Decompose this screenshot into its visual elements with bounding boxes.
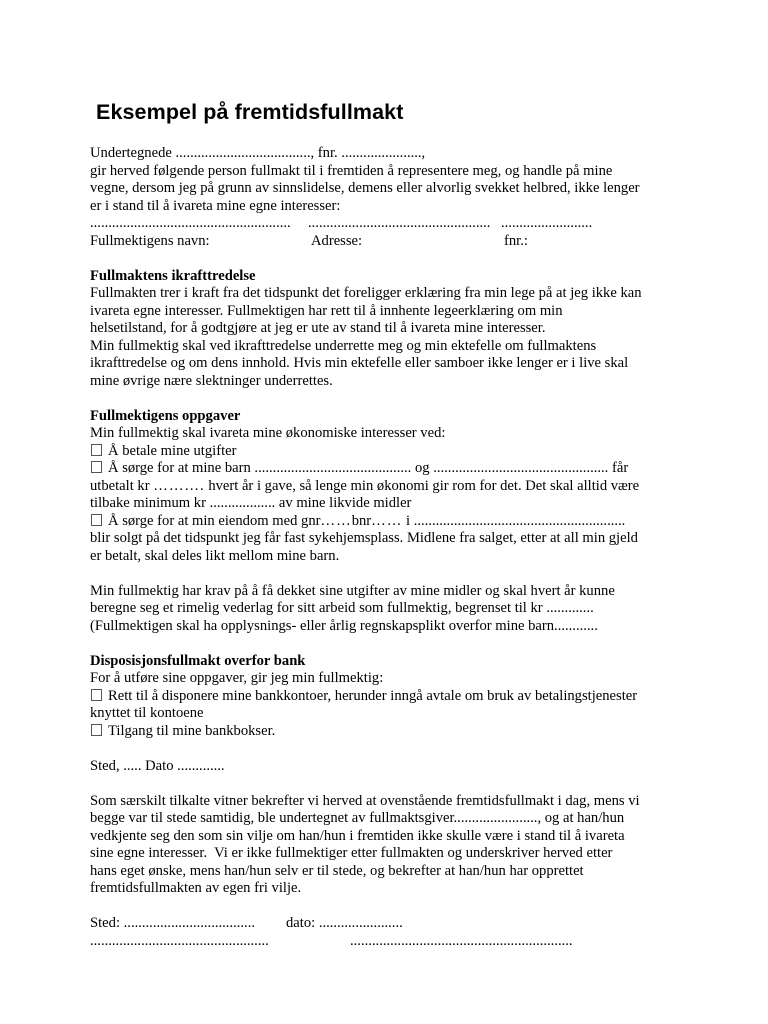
signature-dots-row xyxy=(90,215,690,233)
list-item: Rett til å disponere mine bankkontoer, herunder inngå avtale om bruk av betalingstjenester xyxy=(90,688,690,706)
paragraph-line: Som særskilt tilkalte vitner bekrefter vi herved at ovenstående fremtidsfullmakt i dag, mens vi xyxy=(90,792,640,809)
section-heading: Disposisjonsfullmakt overfor bank xyxy=(90,652,306,669)
paragraph-line: Min fullmektig skal ved ikrafttredelse underrette meg og min ektefelle om fullmaktens xyxy=(90,337,597,354)
section-heading: Fullmektigens oppgaver xyxy=(90,407,241,424)
list-item: Å sørge for at min eiendom med gnr……bnr…… i .......................................................... xyxy=(90,513,690,531)
label-name: Fullmektigens navn: xyxy=(90,232,210,249)
checkbox-icon xyxy=(91,461,102,473)
paragraph-line: ikrafttredelse og om dens innhold. Hvis min ektefelle eller samboer ikke lenger er i live skal xyxy=(90,355,629,371)
paragraph-line: For å utføre sine oppgaver, gir jeg min fullmektig: xyxy=(90,670,384,686)
witness-place: Sted: .................................... xyxy=(90,915,255,931)
paragraph-line: hans eget ønske, mens han/hun selv er til stede, og bekrefter at han/hun har opprettet xyxy=(90,862,584,879)
paragraph-line: (Fullmektigen skal ha opplysnings- eller årlig regnskapsplikt overfor mine barn............ xyxy=(90,617,598,634)
address-dots: .................................................. xyxy=(308,215,491,231)
document-title: Eksempel på fremtidsfullmakt xyxy=(96,100,404,124)
paragraph-line: ivareta egne interesser. Fullmektigen har rett til å innhente legeerklæring om min xyxy=(90,302,563,319)
intro-line: er i stand til å ivareta mine egne interesser: xyxy=(90,197,341,214)
checkbox-icon xyxy=(91,444,102,456)
paragraph-line: tilbake minimum kr .................. av mine likvide midler xyxy=(90,495,412,511)
witness-signatures xyxy=(90,933,690,951)
paragraph-line: beregne seg et rimelig vederlag for sitt arbeid som fullmektig, begrenset til kr ............. xyxy=(90,600,594,616)
paragraph-line: knyttet til kontoene xyxy=(90,705,204,721)
intro-line: Undertegnede ....................................., fnr. ......................, xyxy=(90,145,426,161)
label-address: Adresse: xyxy=(311,232,363,249)
place-date-line: Sted, ..... Dato ............. xyxy=(90,757,225,774)
document-body xyxy=(90,145,690,950)
witness-place-date xyxy=(90,915,690,933)
list-item: Å betale mine utgifter xyxy=(90,443,690,461)
intro-line: vegne, dersom jeg på grunn av sinnslidelse, demens eller alvorlig svekket helbred, ikke lenger xyxy=(90,180,640,196)
list-item: Å sørge for at mine barn ........................................... og ................................................ får xyxy=(90,460,690,478)
paragraph-line: sine egne interesser. Vi er ikke fullmektiger etter fullmakten og underskriver herved etter xyxy=(90,845,613,861)
paragraph-line: er betalt, skal deles likt mellom mine barn. xyxy=(90,547,340,564)
list-item: Tilgang til mine bankbokser. xyxy=(90,723,690,741)
witness-signature-1: ................................................. xyxy=(90,932,269,949)
name-dots: ....................................................... xyxy=(90,215,291,231)
paragraph-line: helsetilstand, for å godtgjøre at jeg er ute av stand til å ivareta mine interesser. xyxy=(90,320,546,336)
checkbox-icon xyxy=(91,514,102,526)
checkbox-icon xyxy=(91,724,102,736)
paragraph-line: mine øvrige nære slektninger underrettes. xyxy=(90,372,333,389)
witness-signature-2: ............................................................. xyxy=(350,932,573,949)
signature-label-row xyxy=(90,233,690,251)
paragraph-line: Min fullmektig har krav på å få dekket sine utgifter av mine midler og skal hvert år kunne xyxy=(90,582,615,599)
paragraph-line: Fullmakten trer i kraft fra det tidspunkt det foreligger erklæring fra min lege på at jeg ikke kan xyxy=(90,285,642,301)
paragraph-line: utbetalt kr ………. hvert år i gave, så lenge min økonomi gir rom for det. Det skal alltid være xyxy=(90,477,640,494)
paragraph-line: begge var til stede samtidig, ble undertegnet av fullmaktsgiver......................., og at han/hun xyxy=(90,810,625,826)
witness-date: dato: ....................... xyxy=(286,915,403,931)
paragraph-line: vedkjente seg den som sin vilje om han/hun i fremtiden ikke skulle være i stand til å ivareta xyxy=(90,827,625,844)
fnr-dots: ......................... xyxy=(501,215,593,231)
paragraph-line: blir solgt på det tidspunkt jeg får fast sykehjemsplass. Midlene fra salget, etter at all min gjeld xyxy=(90,530,638,546)
paragraph-line: Min fullmektig skal ivareta mine økonomiske interesser ved: xyxy=(90,425,446,441)
intro-line: gir herved følgende person fullmakt til i fremtiden å representere meg, og handle på mine xyxy=(90,162,613,179)
checkbox-icon xyxy=(91,689,102,701)
paragraph-line: fremtidsfullmakten av egen fri vilje. xyxy=(90,880,302,896)
label-fnr: fnr.: xyxy=(504,232,528,249)
section-heading: Fullmaktens ikrafttredelse xyxy=(90,267,256,284)
